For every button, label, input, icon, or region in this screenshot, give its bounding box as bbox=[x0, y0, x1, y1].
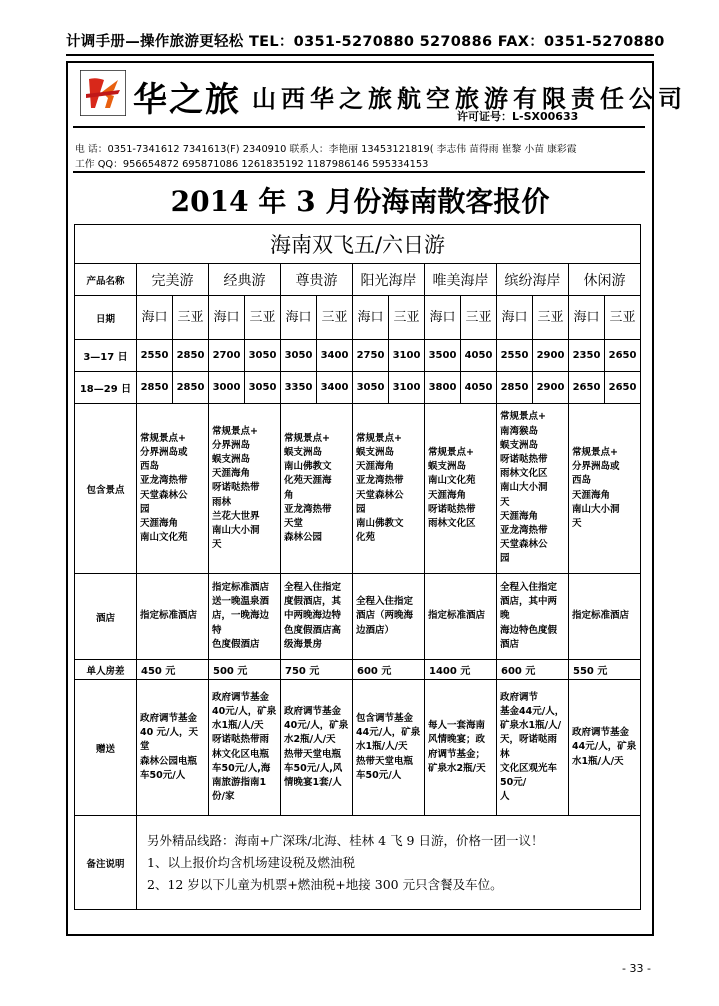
gift-cell-line: 水1瓶/人/天 bbox=[212, 720, 264, 732]
scenic-cell-line: 分界洲岛或 bbox=[140, 446, 188, 458]
hotel-cell-line: 酒店 bbox=[500, 638, 520, 650]
gift-cell-line: 政府调节基金 bbox=[212, 691, 270, 703]
city-sanya: 三亚 bbox=[173, 296, 209, 340]
gift-cell bbox=[137, 680, 209, 816]
product-name: 休闲游 bbox=[569, 264, 641, 296]
city-haikou: 海口 bbox=[569, 296, 605, 340]
gift-cell bbox=[425, 680, 497, 816]
gift-cell-line: 44元/人，矿泉 bbox=[356, 727, 421, 739]
scenic-cell bbox=[425, 404, 497, 574]
contact-qq: 工作 QQ：956654872 695871086 1261835192 1187986146 595334153 bbox=[75, 159, 429, 170]
price-cell: 3100 bbox=[389, 340, 425, 372]
scenic-cell bbox=[281, 404, 353, 574]
gift-cell-line: 矿泉水1瓶/人/ bbox=[500, 720, 562, 732]
hotel-cell bbox=[209, 574, 281, 660]
scenic-cell bbox=[137, 404, 209, 574]
hotel-cell bbox=[497, 574, 569, 660]
gift-cell-line: 热带天堂电瓶 bbox=[356, 755, 414, 767]
scenic-cell-line: 常规景点+ bbox=[572, 446, 618, 458]
price-cell: 4050 bbox=[461, 340, 497, 372]
gift-cell-line: 政府调节基金 bbox=[140, 712, 198, 724]
hotel-cell-line: 中两晚海边特 bbox=[284, 610, 342, 622]
table-subtitle: 海南双飞五/六日游 bbox=[75, 225, 641, 264]
price-cell: 2750 bbox=[353, 340, 389, 372]
city-sanya: 三亚 bbox=[317, 296, 353, 340]
city-sanya: 三亚 bbox=[533, 296, 569, 340]
city-sanya: 三亚 bbox=[461, 296, 497, 340]
hotel-cell-line: 全程入住指定 bbox=[356, 596, 414, 608]
notes bbox=[137, 816, 641, 910]
gift-cell-line: 文化区观光车50元/ bbox=[500, 762, 558, 788]
divider bbox=[73, 171, 645, 173]
gift-cell-line: 情晚宴1套/人 bbox=[284, 776, 342, 788]
scenic-cell-line: 森林公园 bbox=[284, 532, 323, 544]
scenic-cell-line: 南山文化苑 bbox=[428, 475, 476, 487]
price-cell: 2650 bbox=[569, 372, 605, 404]
scenic-label: 包含景点 bbox=[75, 404, 137, 574]
scenic-cell-line: 天 bbox=[572, 517, 582, 529]
gift-cell-line: 车50元/人,风 bbox=[284, 762, 343, 774]
city-haikou: 海口 bbox=[281, 296, 317, 340]
scenic-cell bbox=[497, 404, 569, 574]
hotel-cell-line: 海边特色度假 bbox=[500, 624, 558, 636]
scenic-cell-line: 天堂森林公 bbox=[500, 539, 548, 551]
note-line: 1、以上报价均含机场建设税及燃油税 bbox=[147, 854, 355, 870]
scenic-cell-line: 园 bbox=[356, 503, 366, 515]
gift-cell bbox=[209, 680, 281, 816]
scenic-cell-line: 常规景点+ bbox=[500, 411, 546, 423]
gift-cell-line: 热带天堂电瓶 bbox=[284, 748, 342, 760]
price-cell: 2650 bbox=[605, 372, 641, 404]
scenic-cell-line: 化苑 bbox=[356, 532, 376, 544]
product-label: 产品名称 bbox=[75, 264, 137, 296]
gift-cell-line: 矿泉水2瓶/天 bbox=[428, 762, 486, 774]
scenic-cell-line: 分界洲岛或 bbox=[572, 461, 620, 473]
scenic-cell-line: 园 bbox=[140, 503, 150, 515]
hotel-cell bbox=[425, 574, 497, 660]
scenic-cell-line: 南山大小洞 bbox=[212, 525, 260, 536]
company-name: 山西华之旅航空旅游有限责任公司 bbox=[252, 85, 687, 113]
product-name: 缤纷海岸 bbox=[497, 264, 569, 296]
gift-cell-line: 40 元/人，天堂 bbox=[140, 727, 198, 753]
contact-phone: 电 话：0351-7341612 7341613(F) 2340910 联系人：李艳丽 13453121819( 李志伟 苗得雨 崔黎 小苗 康彩霞 bbox=[75, 144, 577, 155]
hotel-cell bbox=[569, 574, 641, 660]
price-cell: 2900 bbox=[533, 372, 569, 404]
price-table bbox=[74, 224, 641, 910]
date-label: 日期 bbox=[75, 296, 137, 340]
gift-cell-line: 政府调节基金 bbox=[572, 727, 630, 739]
hotel-cell-line: 指定标准酒店 bbox=[212, 581, 270, 593]
price-cell: 2850 bbox=[173, 340, 209, 372]
gift-cell bbox=[569, 680, 641, 816]
notes-label: 备注说明 bbox=[75, 816, 137, 910]
scenic-cell-line: 南山佛教文 bbox=[356, 517, 404, 529]
product-name: 阳光海岸 bbox=[353, 264, 425, 296]
price-cell: 2850 bbox=[497, 372, 533, 404]
logo-icon bbox=[80, 70, 126, 116]
price-cell: 3500 bbox=[425, 340, 461, 372]
product-name: 唯美海岸 bbox=[425, 264, 497, 296]
scenic-cell-line: 天堂 bbox=[284, 517, 304, 529]
scenic-cell-line: 蜈支洲岛 bbox=[428, 461, 467, 473]
scenic-cell-line: 亚龙湾热带 bbox=[500, 525, 548, 536]
scenic-cell-line: 天涯海角 bbox=[428, 489, 467, 501]
scenic-cell-line: 西岛 bbox=[140, 461, 160, 473]
banner-text: 计调手册—操作旅游更轻松 TEL：0351-5270880 5270886 FAX：0351-5270880 bbox=[66, 34, 665, 50]
gift-cell-line: 水1瓶/人/天 bbox=[356, 741, 408, 753]
scenic-cell bbox=[569, 404, 641, 574]
gift-cell-line: 风情晚宴；政 bbox=[428, 734, 486, 746]
price-cell: 3050 bbox=[353, 372, 389, 404]
gift-cell-line: 份/家 bbox=[212, 791, 235, 803]
scenic-cell-line: 天涯海角 bbox=[500, 510, 539, 522]
scenic-cell-line: 雨林文化区 bbox=[428, 517, 476, 529]
scenic-cell-line: 亚龙湾热带 bbox=[284, 503, 332, 515]
price-cell: 3400 bbox=[317, 340, 353, 372]
city-haikou: 海口 bbox=[137, 296, 173, 340]
product-name: 完美游 bbox=[137, 264, 209, 296]
city-sanya: 三亚 bbox=[245, 296, 281, 340]
price-cell: 2650 bbox=[605, 340, 641, 372]
gift-cell-line: 基金44元/人， bbox=[500, 705, 565, 717]
city-haikou: 海口 bbox=[353, 296, 389, 340]
single-supplement: 450 元 bbox=[137, 660, 209, 680]
scenic-cell-line: 兰花大世界 bbox=[212, 510, 260, 522]
gift-cell-line: 水1瓶/人/天 bbox=[572, 755, 624, 767]
gift-cell-line: 车50元/人 bbox=[356, 769, 402, 781]
period-label: 3—17 日 bbox=[75, 340, 137, 372]
hotel-cell-line: 色度假酒店高 bbox=[284, 624, 342, 636]
city-sanya: 三亚 bbox=[389, 296, 425, 340]
scenic-cell-line: 天堂森林公 bbox=[356, 489, 404, 501]
gift-cell-line: 车50元/人,海 bbox=[212, 762, 271, 774]
product-name: 经典游 bbox=[209, 264, 281, 296]
scenic-cell-line: 天涯海角 bbox=[140, 517, 179, 529]
gift-cell-line: 每人一套海南 bbox=[428, 720, 486, 732]
gift-cell-line: 南旅游指南1 bbox=[212, 776, 267, 788]
price-cell: 4050 bbox=[461, 372, 497, 404]
page-number: - 33 - bbox=[622, 962, 651, 975]
scenic-cell-line: 天涯海角 bbox=[572, 489, 611, 501]
hotel-cell-line: 指定标准酒店 bbox=[140, 610, 198, 622]
scenic-cell bbox=[353, 404, 425, 574]
price-cell: 3800 bbox=[425, 372, 461, 404]
scenic-cell-line: 南山大小洞 bbox=[572, 503, 620, 515]
price-cell: 2550 bbox=[137, 340, 173, 372]
scenic-cell-line: 常规景点+ bbox=[284, 432, 330, 444]
hotel-cell bbox=[353, 574, 425, 660]
scenic-cell-line: 西岛 bbox=[572, 475, 592, 487]
city-haikou: 海口 bbox=[425, 296, 461, 340]
note-line: 另外精品线路：海南+广深珠/北海、桂林 4 飞 9 日游，价格一团一议！ bbox=[147, 832, 544, 848]
scenic-cell-line: 常规景点+ bbox=[212, 425, 258, 437]
gift-cell bbox=[497, 680, 569, 816]
hotel-cell-line: 级海景房 bbox=[284, 638, 323, 650]
price-cell: 2850 bbox=[137, 372, 173, 404]
scenic-cell-line: 分界洲岛 bbox=[212, 439, 251, 451]
scenic-cell-line: 常规景点+ bbox=[356, 432, 402, 444]
top-banner bbox=[66, 30, 665, 56]
single-supplement: 750 元 bbox=[281, 660, 353, 680]
license-number: 许可证号：L-SX00633 bbox=[457, 110, 579, 123]
scenic-cell-line: 南湾猴岛 bbox=[500, 425, 539, 437]
scenic-cell-line: 南山文化苑 bbox=[140, 532, 188, 544]
scenic-cell-line: 呀诺哒热带 bbox=[500, 453, 548, 465]
scenic-cell-line: 南山大小洞 bbox=[500, 482, 548, 494]
price-cell: 2700 bbox=[209, 340, 245, 372]
hotel-cell-line: 指定标准酒店 bbox=[572, 610, 630, 622]
gift-cell bbox=[353, 680, 425, 816]
period-label: 18—29 日 bbox=[75, 372, 137, 404]
hotel-cell-line: 酒店，其中两晚 bbox=[500, 596, 558, 622]
scenic-cell bbox=[209, 404, 281, 574]
scenic-cell-line: 天堂森林公 bbox=[140, 489, 188, 501]
hotel-cell bbox=[281, 574, 353, 660]
scenic-cell-line: 雨林文化区 bbox=[500, 468, 548, 480]
city-haikou: 海口 bbox=[209, 296, 245, 340]
gift-cell-line: 呀诺哒热带雨 bbox=[212, 734, 270, 746]
price-cell: 2850 bbox=[173, 372, 209, 404]
hotel-cell-line: 送一晚温泉酒 bbox=[212, 596, 270, 608]
scenic-cell-line: 蜈支洲岛 bbox=[356, 446, 395, 458]
price-cell: 3000 bbox=[209, 372, 245, 404]
single-label: 单人房差 bbox=[75, 660, 137, 680]
hotel-label: 酒店 bbox=[75, 574, 137, 660]
gift-cell-line: 府调节基金； bbox=[428, 748, 486, 760]
gift-label: 赠送 bbox=[75, 680, 137, 816]
scenic-cell-line: 天涯海角 bbox=[212, 468, 251, 480]
single-supplement: 600 元 bbox=[497, 660, 569, 680]
scenic-cell-line: 雨林 bbox=[212, 496, 232, 508]
city-sanya: 三亚 bbox=[605, 296, 641, 340]
scenic-cell-line: 亚龙湾热带 bbox=[140, 475, 188, 487]
scenic-cell-line: 天 bbox=[212, 539, 222, 551]
page-title: 2014 年 3 月份海南散客报价 bbox=[170, 185, 550, 218]
hotel-cell-line: 酒店（两晚海 bbox=[356, 610, 414, 622]
hotel-cell bbox=[137, 574, 209, 660]
single-supplement: 500 元 bbox=[209, 660, 281, 680]
gift-cell-line: 政府调节基金 bbox=[284, 705, 342, 717]
gift-cell-line: 44元/人，矿泉 bbox=[572, 741, 637, 753]
gift-cell-line: 人 bbox=[500, 791, 510, 803]
scenic-cell-line: 南山佛教文 bbox=[284, 461, 332, 473]
single-supplement: 600 元 bbox=[353, 660, 425, 680]
gift-cell-line: 包含调节基金 bbox=[356, 712, 414, 724]
note-line: 2、12 岁以下儿童为机票+燃油税+地接 300 元只含餐及车位。 bbox=[147, 876, 503, 892]
gift-cell-line: 森林公园电瓶 bbox=[140, 755, 198, 767]
gift-cell-line: 天，呀诺哒雨林 bbox=[500, 734, 558, 760]
scenic-cell-line: 蜈支洲岛 bbox=[212, 453, 251, 465]
hotel-cell-line: 度假酒店，其 bbox=[284, 596, 342, 608]
city-haikou: 海口 bbox=[497, 296, 533, 340]
gift-cell-line: 40元/人，矿泉 bbox=[284, 720, 349, 732]
gift-cell-line: 政府调节 bbox=[500, 691, 539, 703]
hotel-cell-line: 全程入住指定 bbox=[500, 581, 558, 593]
hotel-cell-line: 全程入住指定 bbox=[284, 581, 342, 593]
scenic-cell-line: 常规景点+ bbox=[428, 446, 474, 458]
price-cell: 3050 bbox=[245, 372, 281, 404]
price-cell: 3050 bbox=[245, 340, 281, 372]
scenic-cell-line: 园 bbox=[500, 553, 510, 565]
scenic-cell-line: 呀诺哒热带 bbox=[428, 503, 476, 515]
gift-cell bbox=[281, 680, 353, 816]
hotel-cell-line: 边酒店） bbox=[356, 624, 395, 636]
divider bbox=[73, 126, 645, 128]
gift-cell-line: 林文化区电瓶 bbox=[212, 748, 270, 760]
scenic-cell-line: 天 bbox=[500, 496, 510, 508]
product-name: 尊贵游 bbox=[281, 264, 353, 296]
single-supplement: 550 元 bbox=[569, 660, 641, 680]
scenic-cell-line: 蜈支洲岛 bbox=[500, 439, 539, 451]
single-supplement: 1400 元 bbox=[425, 660, 497, 680]
scenic-cell-line: 亚龙湾热带 bbox=[356, 475, 404, 487]
scenic-cell-line: 化苑天涯海 bbox=[284, 475, 332, 487]
scenic-cell-line: 天涯海角 bbox=[356, 461, 395, 473]
price-cell: 2550 bbox=[497, 340, 533, 372]
gift-cell-line: 40元/人，矿泉 bbox=[212, 705, 277, 717]
gift-cell-line: 车50元/人 bbox=[140, 769, 186, 781]
hotel-cell-line: 店，一晚海边特 bbox=[212, 610, 270, 636]
brand-name: 华之旅 bbox=[133, 80, 241, 120]
hotel-cell-line: 色度假酒店 bbox=[212, 638, 260, 650]
price-cell: 3050 bbox=[281, 340, 317, 372]
price-cell: 3100 bbox=[389, 372, 425, 404]
price-cell: 3350 bbox=[281, 372, 317, 404]
price-cell: 2900 bbox=[533, 340, 569, 372]
hotel-cell-line: 指定标准酒店 bbox=[428, 610, 486, 622]
scenic-cell-line: 常规景点+ bbox=[140, 432, 186, 444]
price-cell: 2350 bbox=[569, 340, 605, 372]
scenic-cell-line: 角 bbox=[284, 489, 294, 501]
gift-cell-line: 水2瓶/人/天 bbox=[284, 734, 336, 746]
scenic-cell-line: 呀诺哒热带 bbox=[212, 482, 260, 494]
scenic-cell-line: 蜈支洲岛 bbox=[284, 446, 323, 458]
price-cell: 3400 bbox=[317, 372, 353, 404]
